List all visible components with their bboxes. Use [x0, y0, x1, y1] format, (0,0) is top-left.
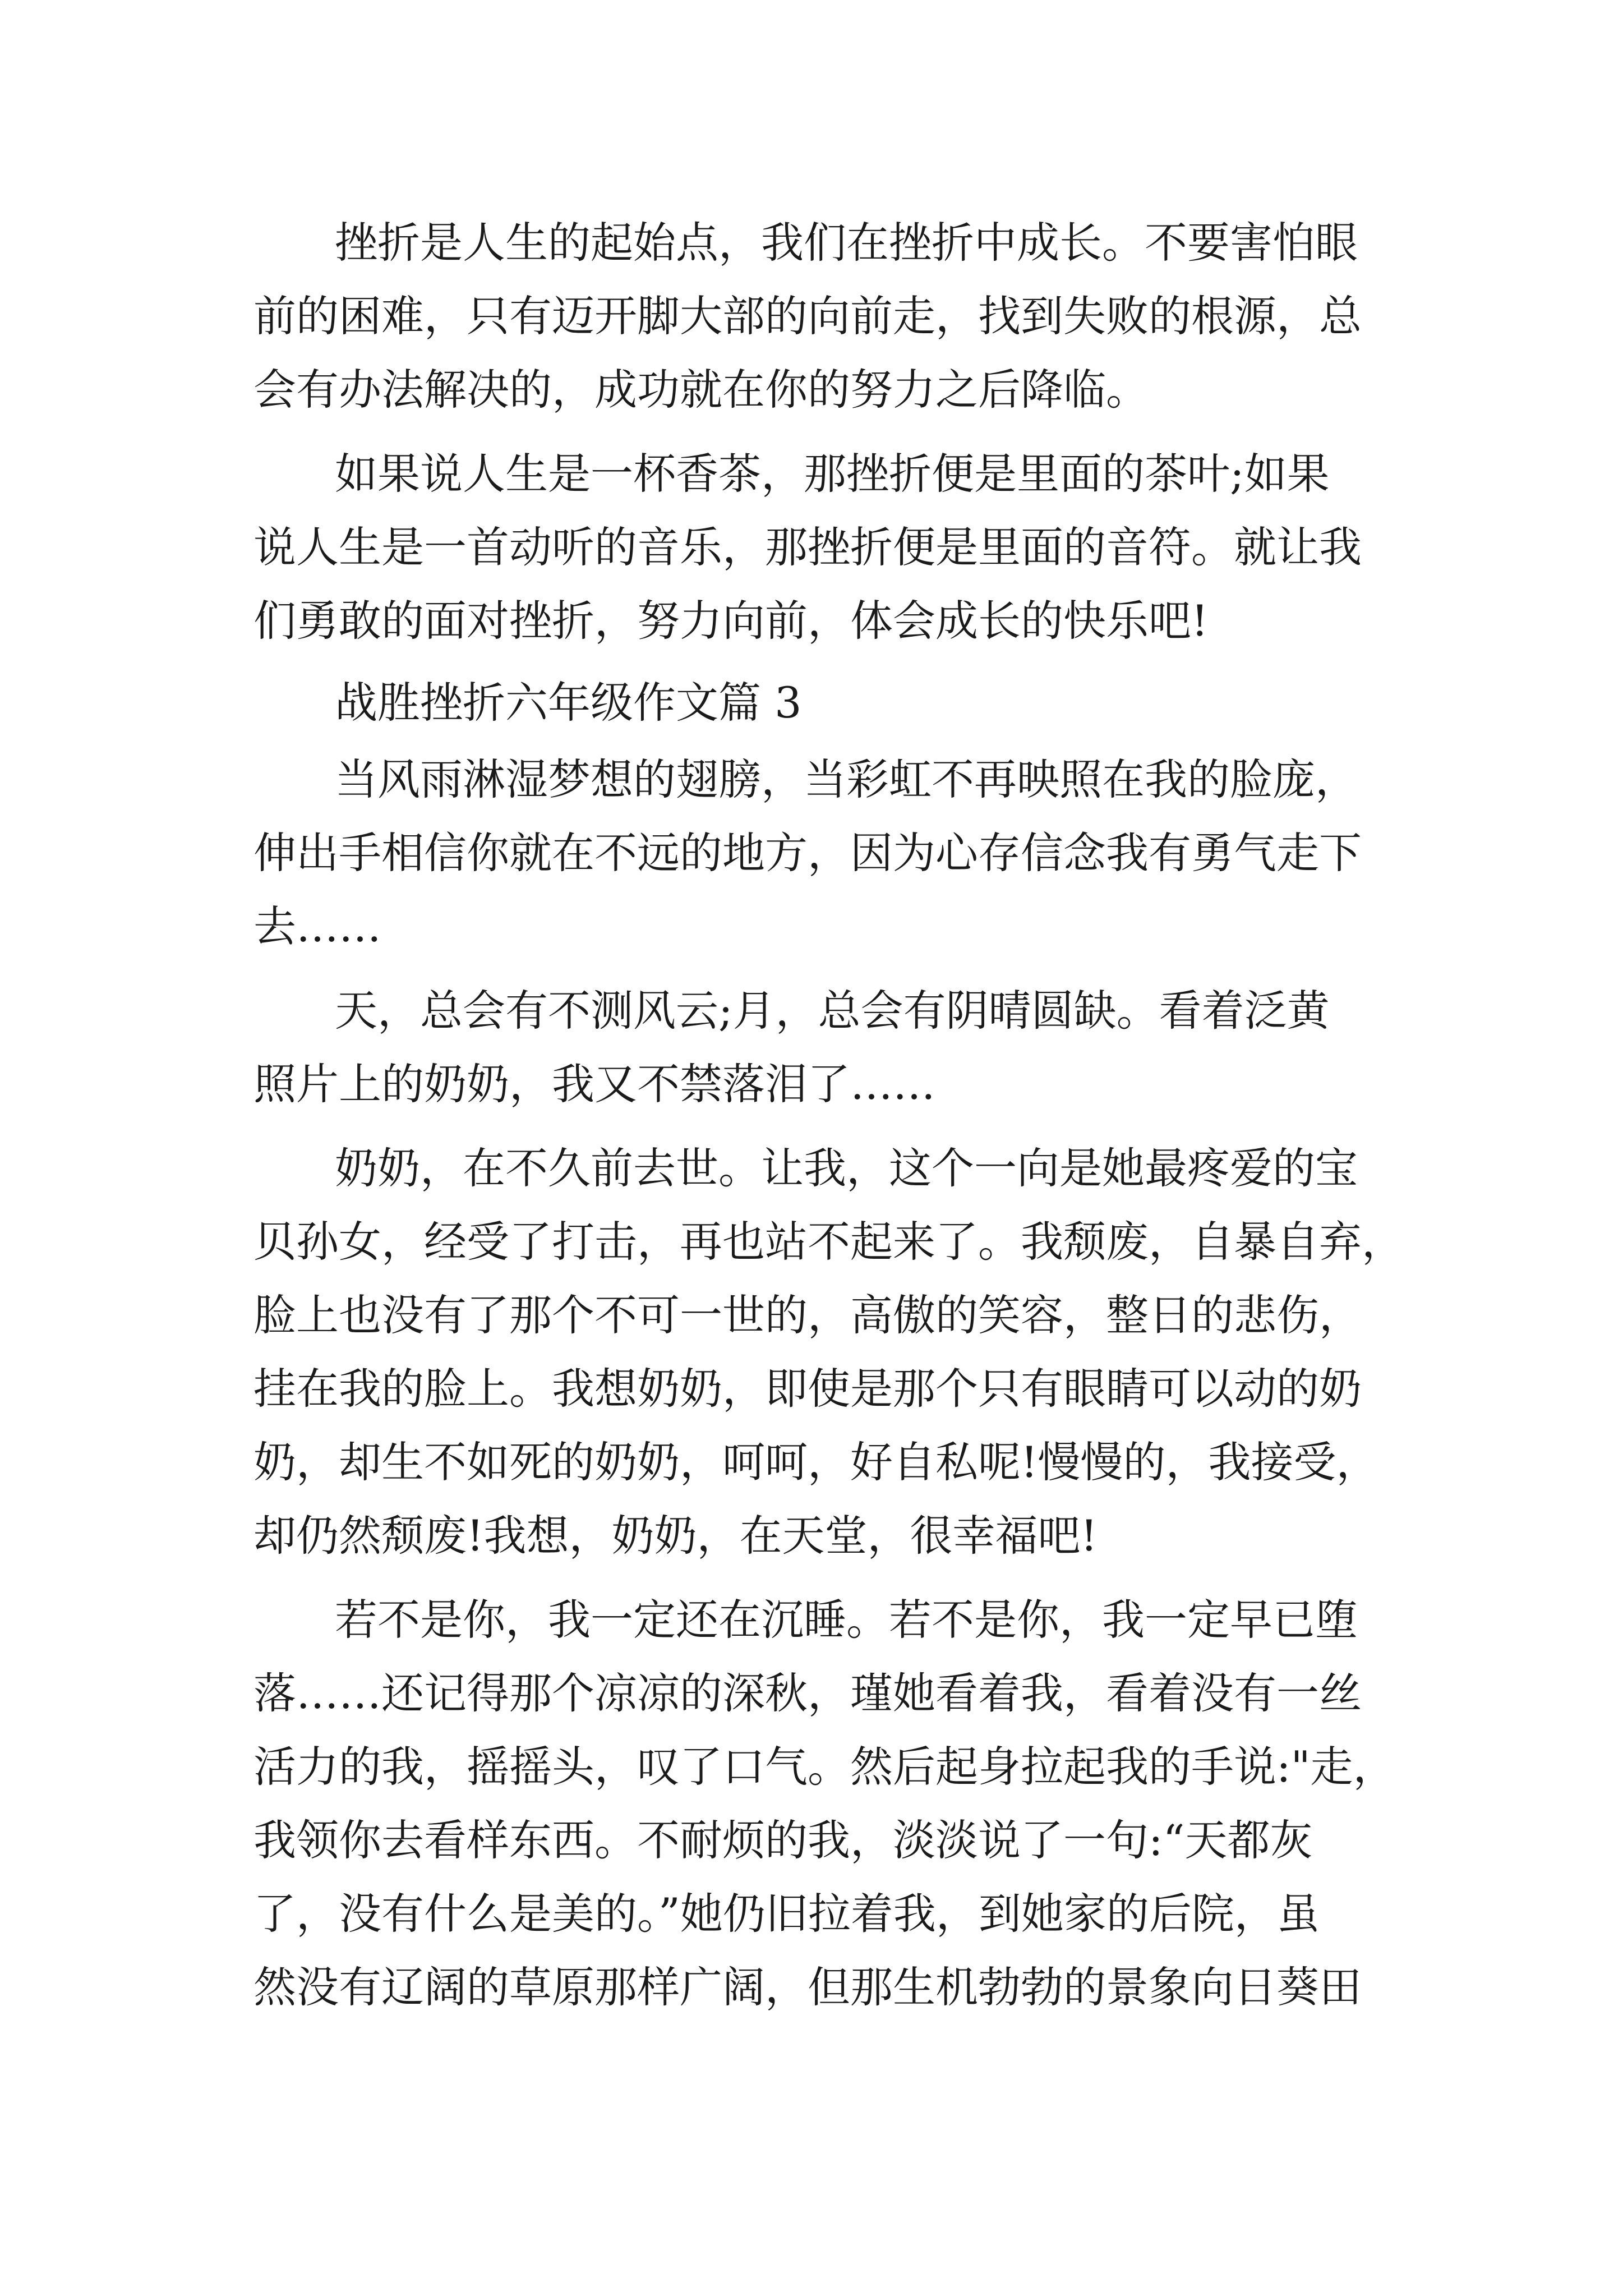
paragraph-line: 脸上也没有了那个不可一世的，高傲的笑容，整日的悲伤， [253, 1290, 1362, 1340]
paragraph-line: 伸出手相信你就在不远的地方，因为心存信念我有勇气走下 [253, 828, 1362, 878]
paragraph-line: 天，总会有不测风云;月，总会有阴晴圆缺。看着泛黄 [335, 986, 1330, 1036]
paragraph-line: 却仍然颓废!我想，奶奶，在天堂，很幸福吧! [253, 1511, 1098, 1561]
paragraph-line: 照片上的奶奶，我又不禁落泪了…… [253, 1059, 935, 1109]
section-heading: 战胜挫折六年级作文篇 3 [335, 678, 802, 728]
paragraph-line: 奶，却生不如死的奶奶，呵呵，好自私呢!慢慢的，我接受， [253, 1437, 1379, 1487]
paragraph-line: 如果说人生是一杯香茶，那挫折便是里面的茶叶;如果 [335, 449, 1330, 499]
paragraph-line: 我领你去看样东西。不耐烦的我，淡淡说了一句:“天都灰 [253, 1815, 1313, 1865]
paragraph-line: 若不是你，我一定还在沉睡。若不是你，我一定早已堕 [335, 1595, 1358, 1645]
paragraph-line: 挂在我的脸上。我想奶奶，即使是那个只有眼睛可以动的奶 [253, 1364, 1362, 1414]
paragraph-line: 奶奶，在不久前去世。让我，这个一向是她最疼爱的宝 [335, 1143, 1358, 1193]
paragraph-line: 挫折是人生的起始点，我们在挫折中成长。不要害怕眼 [335, 218, 1358, 268]
paragraph-line: 去…… [253, 901, 381, 951]
paragraph-line: 前的困难，只有迈开脚大部的向前走，找到失败的根源，总 [253, 291, 1362, 341]
paragraph-line: 然没有辽阔的草原那样广阔，但那生机勃勃的景象向日葵田 [253, 1962, 1362, 2012]
paragraph-line: 落……还记得那个凉凉的深秋，瑾她看着我，看着没有一丝 [253, 1668, 1362, 1718]
paragraph-line: 了，没有什么是美的。”她仍旧拉着我，到她家的后院，虽 [253, 1889, 1320, 1939]
paragraph-line: 会有办法解决的，成功就在你的努力之后降临。 [253, 365, 1149, 415]
paragraph-line: 贝孙女，经受了打击，再也站不起来了。我颓废，自暴自弃， [253, 1217, 1404, 1267]
paragraph-line: 说人生是一首动听的音乐，那挫折便是里面的音符。就让我 [253, 522, 1362, 572]
paragraph-line: 活力的我，摇摇头，叹了口气。然后起身拉起我的手说:"走， [253, 1742, 1396, 1792]
paragraph-line: 当风雨淋湿梦想的翅膀，当彩虹不再映照在我的脸庞， [335, 754, 1358, 804]
paragraph-line: 们勇敢的面对挫折，努力向前，体会成长的快乐吧! [253, 596, 1209, 646]
